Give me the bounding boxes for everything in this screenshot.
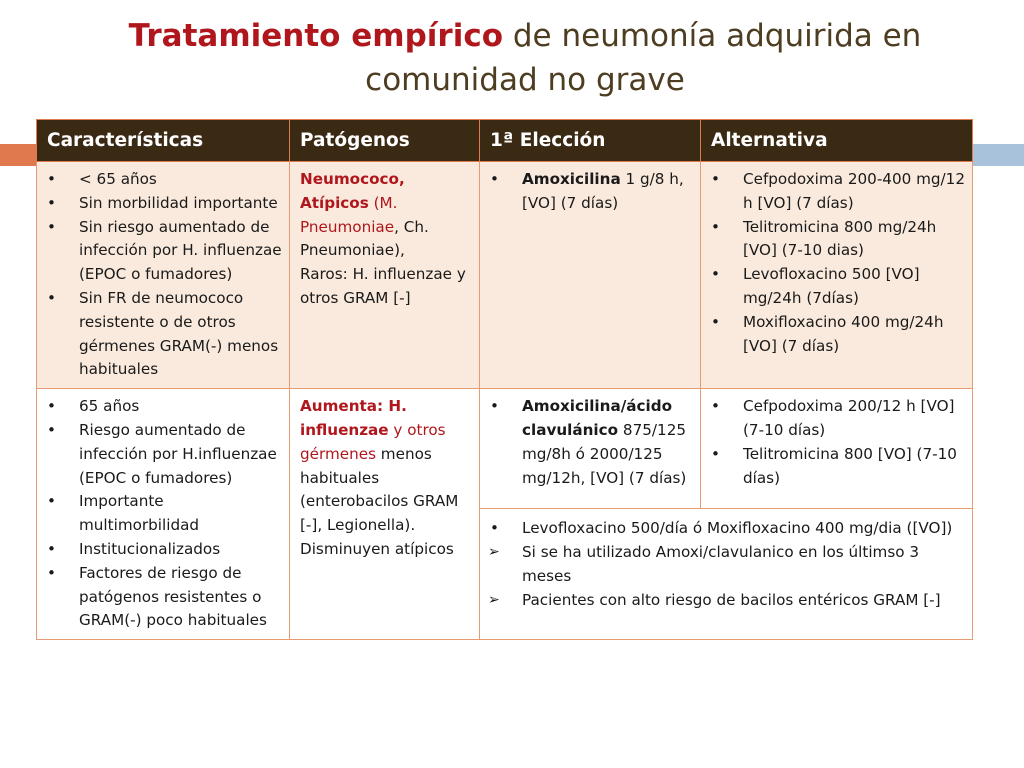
list-item (488, 395, 694, 490)
list-item: ➢ Si se ha utilizado Amoxi/clavulanico en los últimso 3 meses (488, 541, 966, 589)
pathogen-otros: y otros gérmenes (300, 420, 446, 463)
list-item: • < 65 años (45, 168, 283, 192)
cell-eleccion (480, 389, 701, 509)
slide-title (100, 14, 950, 102)
cell-eleccion (480, 162, 701, 389)
pathogen-neumococo: Neumococo, (300, 170, 405, 188)
title-highlight: Tratamiento empírico (128, 18, 504, 54)
cell-combined-alternative (480, 509, 973, 640)
cell-alternativa (701, 389, 973, 509)
cell-caracteristicas (37, 389, 290, 640)
table-row (37, 162, 973, 389)
pathogen-rest2: Raros: H. influenzae y otros GRAM [-] (300, 265, 466, 307)
list-item: • Cefpodoxima 200/12 h [VO] (7-10 días) (709, 395, 966, 443)
list-item: • Moxifloxacino 400 mg/24h [VO] (7 días) (709, 311, 966, 359)
list-item: • 65 años (45, 395, 283, 419)
drug-name: Amoxicilina (522, 170, 621, 188)
list-item: • Institucionalizados (45, 538, 283, 562)
cell-patogenos (290, 162, 480, 389)
list-item: • Importante multimorbilidad (45, 490, 283, 538)
list-item: • Telitromicina 800 mg/24h [VO] (7-10 dias) (709, 216, 966, 264)
list-item: • Sin morbilidad importante (45, 192, 283, 216)
decorative-bar-right (972, 144, 1024, 166)
title-line1-rest: de neumonía adquirida en (503, 18, 922, 54)
list-item: • Riesgo aumentado de infección por H.influenzae (EPOC o fumadores) (45, 419, 283, 490)
table-row (37, 389, 973, 509)
pathogen-rest: menos habituales (enterobacilos GRAM [-], Legionella). Disminuyen atípicos (300, 444, 459, 558)
pathogen-atipicos: Atípicos (300, 193, 369, 212)
list-item: • Cefpodoxima 200-400 mg/12 h [VO] (7 días) (709, 168, 966, 216)
pathogen-rest1: , Ch. Pneumoniae), (300, 217, 429, 260)
list-item (488, 168, 694, 216)
list-item: ➢ Pacientes con alto riesgo de bacilos entéricos GRAM [-] (488, 589, 966, 613)
header-alternativa: Alternativa (701, 120, 973, 162)
cell-alternativa (701, 162, 973, 389)
list-item: • Levofloxacino 500 [VO] mg/24h (7días) (709, 263, 966, 311)
title-line2: comunidad no grave (365, 62, 685, 98)
pathogen-aumenta: Aumenta: H. influenzae (300, 397, 407, 439)
list-item: • Levofloxacino 500/día ó Moxifloxacino 400 mg/dia ([VO]) (488, 517, 966, 541)
list-item: • Sin riesgo aumentado de infección por H. influenzae (EPOC o fumadores) (45, 216, 283, 287)
header-patogenos: Patógenos (290, 120, 480, 162)
list-item: • Telitromicina 800 [VO] (7-10 días) (709, 443, 966, 491)
list-item: • Factores de riesgo de patógenos resistentes o GRAM(-) poco habituales (45, 562, 283, 633)
header-row (37, 120, 973, 162)
cell-caracteristicas (37, 162, 290, 389)
drug-dose: 1 g/8 h, [VO] (7 días) (522, 170, 684, 212)
pathogen-m-pneumoniae: (M. Pneumoniae (300, 193, 398, 236)
drug-dose: 875/125 mg/8h ó 2000/125 mg/12h, [VO] (7 días) (522, 420, 687, 487)
header-caracteristicas: Características (37, 120, 290, 162)
list-item: • Sin FR de neumococo resistente o de otros gérmenes GRAM(-) menos habituales (45, 287, 283, 382)
treatment-table (36, 119, 973, 640)
drug-name: Amoxicilina/ácido clavulánico (522, 397, 673, 439)
decorative-bar-left (0, 144, 36, 166)
cell-patogenos (290, 389, 480, 640)
header-eleccion: 1ª Elección (480, 120, 701, 162)
